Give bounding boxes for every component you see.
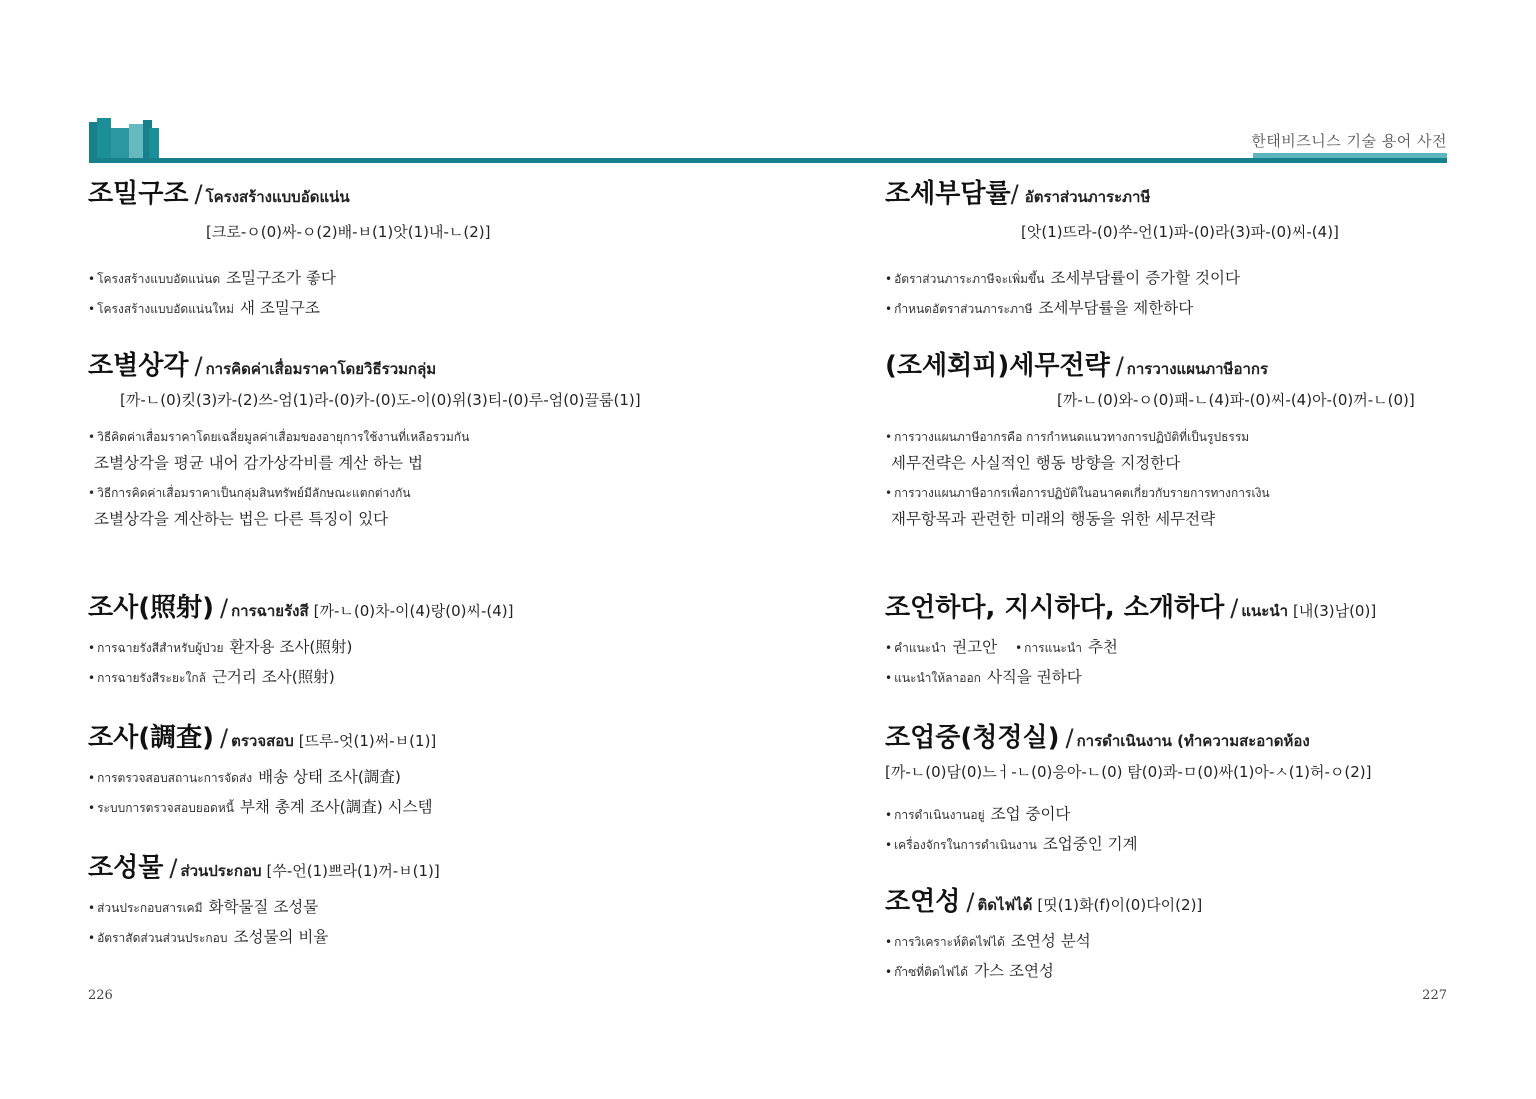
bullet: •: [88, 801, 96, 815]
example-thai: วิธีการคิดค่าเสื่อมราคาเป็นกลุ่มสินทรัพย์มีลักษณะแตกต่างกัน: [97, 486, 411, 500]
entry-headline: [885, 590, 1455, 629]
bullet: •: [88, 486, 96, 500]
entry-slash: /: [169, 854, 178, 882]
page-number-right: 227: [1422, 988, 1447, 1003]
example-line: [88, 264, 768, 294]
example-line: [885, 957, 1455, 987]
example-thai: การฉายรังสีสำหรับผู้ป่วย: [97, 641, 224, 655]
example-thai: การวิเคราะห์ติดไฟได้: [894, 935, 1005, 949]
dictionary-entry: [885, 348, 1455, 590]
bullet: •: [885, 430, 893, 444]
entry-term: 조언하다, 지시하다, 소개하다: [885, 593, 1225, 623]
entry-examples: [885, 264, 1455, 324]
entry-pronunciation: [뜨루-엇(1)써-ㅂ(1)]: [298, 732, 437, 750]
example-korean: 조세부담률을 제한하다: [1038, 299, 1194, 317]
example-korean: 조세부담률이 증가할 것이다: [1050, 269, 1240, 287]
bullet: •: [885, 272, 893, 286]
example-block: [885, 426, 1455, 478]
entry-examples: [88, 426, 768, 534]
book-title: 한태비즈니스 기술 용어 사전: [1251, 132, 1447, 150]
entry-term: 조세부담률: [885, 179, 1011, 209]
example-line: [88, 633, 768, 663]
example-line: [885, 294, 1455, 324]
example-korean: 조밀구조가 좋다: [226, 269, 336, 287]
example-line: [88, 663, 768, 693]
entry-headline: [885, 720, 1455, 759]
example-thai: การตรวจสอบสถานะการจัดส่ง: [97, 771, 253, 785]
dictionary-entry: [885, 884, 1455, 987]
entry-term: 조업중(청정실): [885, 723, 1060, 753]
entry-pronunciation: [내(3)남(0)]: [1293, 602, 1377, 620]
entry-term: 조별상각: [88, 351, 189, 381]
bullet: •: [88, 771, 96, 785]
bullet: •: [88, 641, 96, 655]
example-block: [885, 482, 1455, 534]
entry-examples: [88, 763, 768, 823]
entry-headline: [885, 176, 1455, 215]
entry-slash: /: [194, 352, 203, 380]
bullet: •: [88, 671, 96, 685]
bullet: •: [885, 965, 893, 979]
dictionary-entry: [88, 176, 768, 348]
entry-slash: /: [966, 888, 975, 916]
entry-examples: [885, 927, 1455, 987]
bullet: •: [1015, 641, 1023, 655]
left-page-column: [88, 176, 768, 953]
example-thai: เครื่องจักรในการดำเนินงาน: [894, 838, 1037, 852]
entry-headline: [885, 884, 1455, 923]
example-korean: 조연성 분석: [1010, 932, 1091, 950]
entry-pronunciation: [앗(1)뜨라-(0)쑤-언(1)파-(0)라(3)파-(0)씨-(4)]: [1021, 223, 1339, 241]
bullet: •: [885, 671, 893, 685]
bullet: •: [885, 486, 893, 500]
example-thai: การแนะนำ: [1024, 641, 1082, 655]
example-korean: 조성물의 비율: [233, 928, 329, 946]
example-korean: 부채 총계 조사(調査) 시스템: [239, 798, 433, 816]
example-thai: การวางแผนภาษีอากรเพื่อการปฏิบัติในอนาคตเกี่ยวกับรายการทางการเงิน: [894, 486, 1270, 500]
entry-headline: [88, 850, 768, 889]
dictionary-entry: [885, 590, 1455, 720]
example-thai: การวางแผนภาษีอากรคือ การกำหนดแนวทางการปฏิบัติที่เป็นรูปธรรม: [894, 430, 1250, 444]
entry-examples: [885, 426, 1455, 534]
example-thai: อัตราส่วนภาระภาษีจะเพิ่มขึ้น: [894, 272, 1045, 286]
entry-headline: [885, 348, 1455, 387]
dictionary-entry: [885, 720, 1455, 884]
example-thai: กำหนดอัตราส่วนภาระภาษี: [894, 302, 1033, 316]
page-number-left: 226: [88, 988, 113, 1003]
example-korean: 가스 조연성: [974, 962, 1054, 980]
example-korean: 권고안: [952, 638, 998, 656]
dictionary-entry: [88, 348, 768, 590]
entry-pronunciation: [까-ㄴ(0)와-ㅇ(0)패-ㄴ(4)파-(0)씨-(4)아-(0)꺼-ㄴ(0)]: [1057, 391, 1415, 409]
entry-thai: ส่วนประกอบ: [180, 862, 262, 880]
example-line: [885, 830, 1455, 860]
example-korean: 조업중인 기계: [1042, 835, 1138, 853]
example-thai: โครงสร้างแบบอัดแน่นด: [97, 272, 221, 286]
example-line: [885, 264, 1455, 294]
entry-pronunciation: [쑤-언(1)쁘라(1)꺼-ㅂ(1)]: [266, 862, 440, 880]
entry-slash: /: [220, 724, 229, 752]
publisher-logo: [89, 118, 159, 162]
entry-thai: การวางแผนภาษีอากร: [1126, 360, 1269, 378]
header-tab: [1253, 153, 1447, 158]
example-korean: 세무전략은 사실적인 행동 방향을 지정한다: [891, 454, 1181, 472]
entry-pronunciation: [까-ㄴ(0)차-이(4)랑(0)씨-(4)]: [313, 602, 514, 620]
example-line: [88, 294, 768, 324]
example-korean: 배송 상태 조사(調査): [258, 768, 401, 786]
bullet: •: [885, 935, 893, 949]
example-thai: แนะนำให้ลาออก: [894, 671, 981, 685]
example-line: [88, 763, 768, 793]
bullet: •: [88, 931, 96, 945]
example-korean: 사직을 권하다: [986, 668, 1082, 686]
entry-pronunciation: [까-ㄴ(0)담(0)느ㅓ-ㄴ(0)응아-ㄴ(0) 탐(0)콰-ㅁ(0)싸(1)아-ㅅ(1)허-ㅇ(2)]: [885, 763, 1372, 781]
example-thai: วิธีคิดค่าเสื่อมราคาโดยเฉลี่ยมูลค่าเสื่อมของอายุการใช้งานที่เหลือรวมกัน: [97, 430, 470, 444]
example-korean: 추천: [1087, 638, 1118, 656]
entry-examples: [88, 633, 768, 693]
entry-term: 조연성: [885, 887, 961, 917]
entry-slash: /: [1065, 724, 1074, 752]
example-korean: 재무항목과 관련한 미래의 행동을 위한 세무전략: [891, 510, 1216, 528]
header-rule: [89, 158, 1447, 163]
example-line: [88, 893, 768, 923]
entry-slash: /: [1010, 180, 1019, 208]
entry-headline: [88, 348, 768, 387]
example-korean: 근거리 조사(照射): [211, 668, 335, 686]
entry-thai: ตรวจสอบ: [231, 732, 294, 750]
example-line: [885, 633, 1455, 663]
example-thai: อัตราสัดส่วนส่วนประกอบ: [97, 931, 228, 945]
example-korean: 환자용 조사(照射): [229, 638, 353, 656]
bullet: •: [885, 808, 893, 822]
example-korean: 조업 중이다: [990, 805, 1071, 823]
example-thai: การฉายรังสีระยะใกล้: [97, 671, 206, 685]
dictionary-entry: [88, 590, 768, 720]
entry-pronunciation: [크로-ㅇ(0)싸-ㅇ(2)배-ㅂ(1)앗(1)내-ㄴ(2)]: [206, 223, 491, 241]
example-korean: 화학물질 조성물: [208, 898, 319, 916]
example-korean: 새 조밀구조: [240, 299, 320, 317]
example-thai: โครงสร้างแบบอัดแน่นใหม่: [97, 302, 235, 316]
example-line: [885, 663, 1455, 693]
bullet: •: [885, 641, 893, 655]
entry-thai: อัตราส่วนภาระภาษี: [1024, 188, 1151, 206]
right-page-column: [885, 176, 1455, 987]
entry-examples: [885, 800, 1455, 860]
entry-pronunciation: [까-ㄴ(0)킷(3)카-(2)쓰-엄(1)라-(0)카-(0)도-이(0)위(3)티-(0)루-엄(0)끌룸(1)]: [120, 391, 641, 409]
example-thai: ระบบการตรวจสอบยอดหนี้: [97, 801, 234, 815]
entry-examples: [88, 264, 768, 324]
example-thai: การดำเนินงานอยู่: [894, 808, 985, 822]
entry-term: (조세회피)세무전략: [885, 351, 1110, 381]
entry-slash: /: [1115, 352, 1124, 380]
example-korean: 조별상각을 계산하는 법은 다른 특징이 있다: [94, 510, 389, 528]
entry-thai: โครงสร้างแบบอัดแน่น: [205, 188, 350, 206]
example-korean: 조별상각을 평균 내어 감가상각비를 계산 하는 법: [94, 454, 424, 472]
bullet: •: [885, 838, 893, 852]
example-thai: คำแนะนำ: [894, 641, 947, 655]
entry-slash: /: [1230, 594, 1239, 622]
bullet: •: [88, 430, 96, 444]
example-line: [885, 800, 1455, 830]
entry-term: 조사(調査): [88, 723, 214, 753]
entry-thai: การฉายรังสี: [231, 602, 309, 620]
entry-term: 조성물: [88, 853, 164, 883]
bullet: •: [88, 272, 96, 286]
example-thai: ส่วนประกอบสารเคมี: [97, 901, 203, 915]
entry-thai: แนะนำ: [1241, 602, 1288, 620]
entry-headline: [88, 590, 768, 629]
entry-term: 조사(照射): [88, 593, 214, 623]
entry-thai: ติดไฟได้: [977, 896, 1033, 914]
dictionary-entry: [88, 720, 768, 850]
entry-headline: [88, 176, 768, 215]
entry-headline: [88, 720, 768, 759]
entry-slash: /: [194, 180, 203, 208]
dictionary-entry: [885, 176, 1455, 348]
example-line: [88, 793, 768, 823]
entry-slash: /: [220, 594, 229, 622]
example-line: [88, 923, 768, 953]
entry-examples: [885, 633, 1455, 693]
entry-pronunciation: [띳(1)화(f)이(0)다이(2)]: [1037, 896, 1203, 914]
example-thai: ก๊าซที่ติดไฟได้: [894, 965, 969, 979]
entry-thai: การคิดค่าเสื่อมราคาโดยวิธีรวมกลุ่ม: [205, 360, 437, 378]
dictionary-entry: [88, 850, 768, 953]
bullet: •: [88, 302, 96, 316]
example-block: [88, 426, 768, 478]
example-line: [885, 927, 1455, 957]
bullet: •: [885, 302, 893, 316]
example-block: [88, 482, 768, 534]
entry-term: 조밀구조: [88, 179, 189, 209]
entry-thai: การดำเนินงาน (ทำความสะอาดห้อง: [1076, 732, 1310, 750]
bullet: •: [88, 901, 96, 915]
entry-examples: [88, 893, 768, 953]
